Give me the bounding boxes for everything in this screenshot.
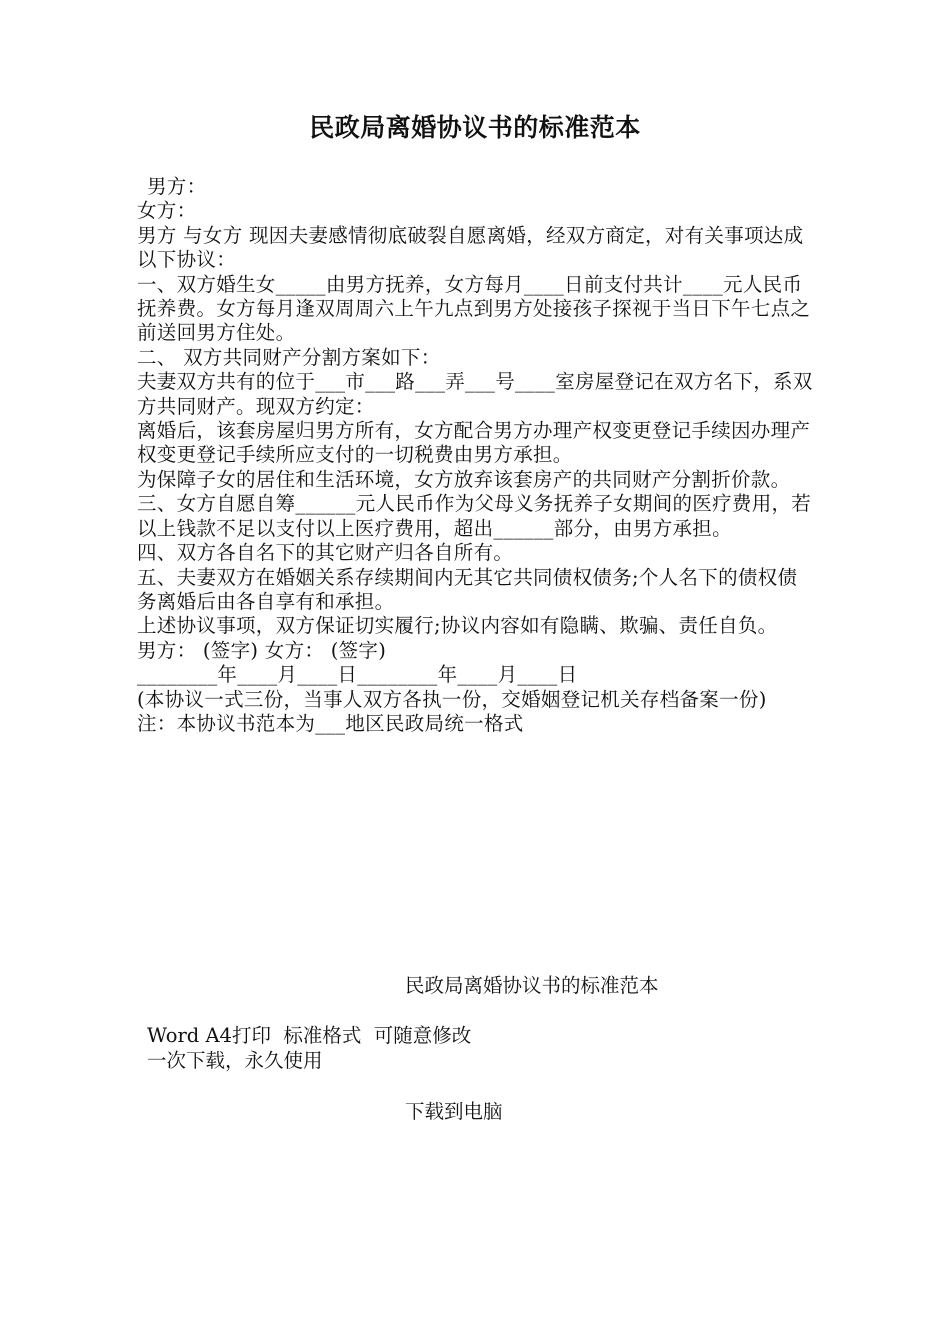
intro-paragraph: 男方 与女方 现因夫妻感情彻底破裂自愿离婚，经双方商定，对有关事项达成以下协议： bbox=[137, 223, 804, 272]
clause-property-waiver: 为保障子女的居住和生活环境，女方放弃该套房产的共同财产分割折价款。 bbox=[137, 467, 791, 491]
copies-note: (本协议一式三份，当事人双方各执一份，交婚姻登记机关存档备案一份) bbox=[137, 687, 767, 711]
clause-other-property: 四、双方各自名下的其它财产归各自所有。 bbox=[137, 541, 514, 565]
male-party-line: 男方： bbox=[147, 175, 207, 198]
permanent-use-line: 一次下载，永久使用 bbox=[147, 1049, 323, 1072]
format-info-line: Word A4打印 标准格式 可随意修改 bbox=[147, 1024, 472, 1047]
clause-property-location: 夫妻双方共有的位于___市___路___弄___号____室房屋登记在双方名下，系双方共同财产。现双方约定： bbox=[137, 370, 813, 418]
format-note: 注：本协议书范本为___地区民政局统一格式 bbox=[137, 711, 524, 735]
clause-property-heading: 二、 双方共同财产分割方案如下： bbox=[137, 345, 441, 369]
document-body bbox=[137, 175, 817, 736]
signature-line: 男方： (签字) 女方： (签字) bbox=[137, 638, 387, 662]
download-link[interactable]: 下载到电脑 bbox=[405, 1100, 503, 1123]
clause-medical-costs: 三、女方自愿自筹______元人民币作为父母义务抚养子女期间的医疗费用，若以上钱款不足以支付以上医疗费用，超出______部分，由男方承担。 bbox=[137, 492, 812, 540]
guarantee-paragraph: 上述协议事项，双方保证切实履行;协议内容如有隐瞒、欺骗、责任自负。 bbox=[137, 614, 778, 638]
clause-property-ownership: 离婚后，该套房屋归男方所有，女方配合男方办理产权变更登记手续因办理产权变更登记手续所应支付的一切税费由男方承担。 bbox=[137, 419, 811, 467]
female-party-line: 女方： bbox=[137, 199, 197, 223]
clause-debts: 五、夫妻双方在婚姻关系存续期间内无其它共同债权债务;个人名下的债权债务离婚后由各自享有和承担。 bbox=[137, 565, 798, 613]
clause-child-custody: 一、双方婚生女_____由男方抚养，女方每月____日前支付共计____元人民币抚养费。女方每月逢双周周六上午九点到男方处接孩子探视于当日下午七点之前送回男方住处。 bbox=[137, 272, 811, 345]
footer-title: 民政局离婚协议书的标准范本 bbox=[405, 974, 659, 997]
document-title: 民政局离婚协议书的标准范本 bbox=[309, 113, 641, 142]
date-line: ________年____月____日________年____月____日 bbox=[137, 663, 578, 687]
